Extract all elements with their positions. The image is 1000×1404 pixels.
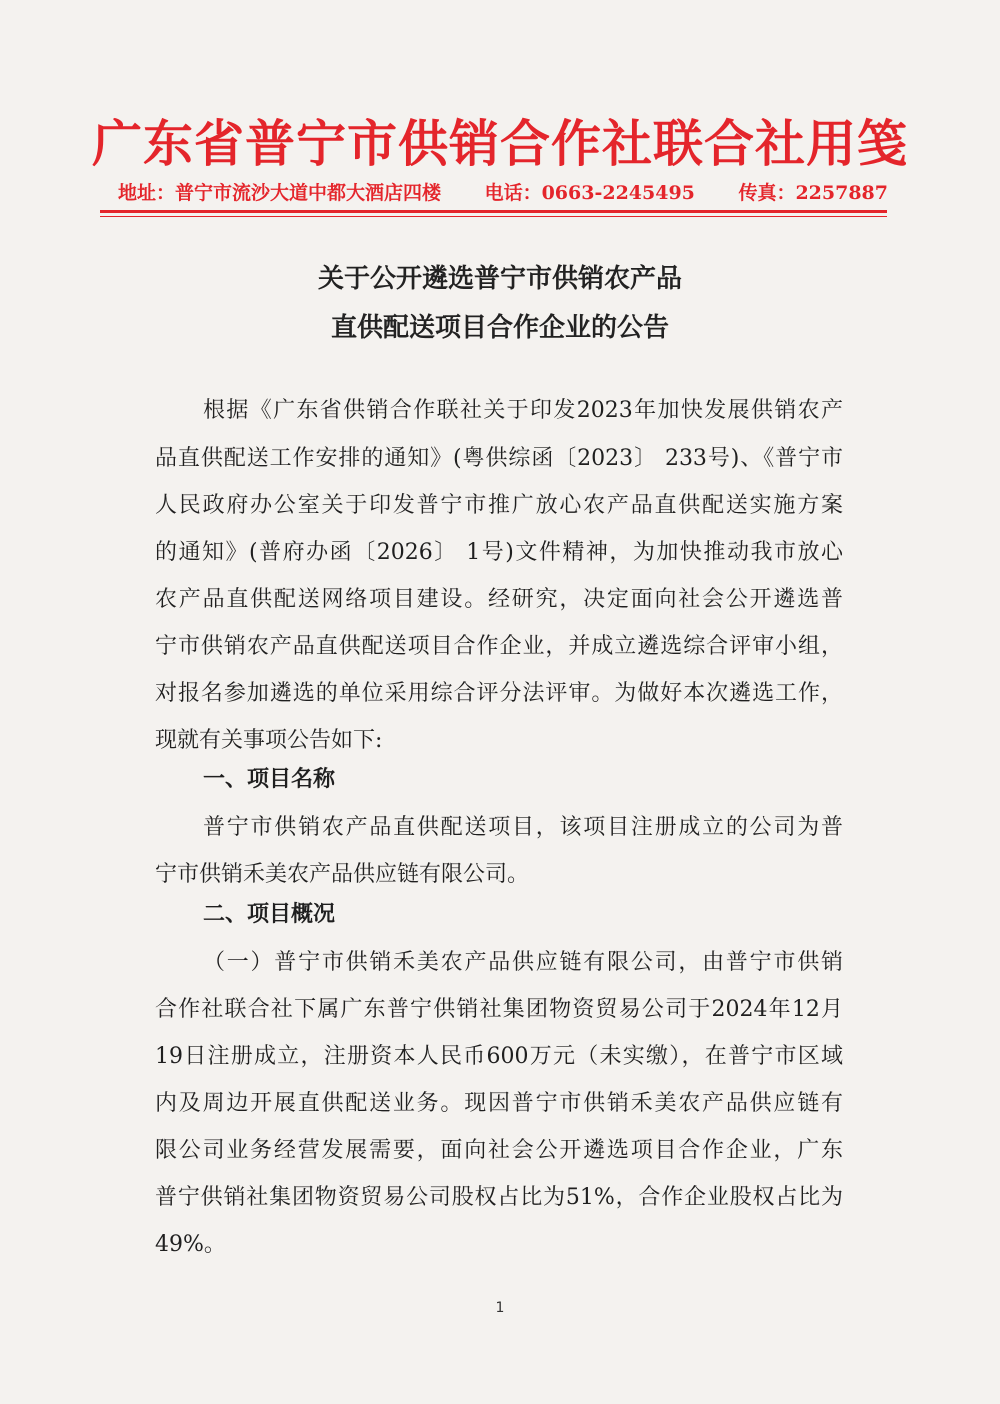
section2-line: 内及周边开展直供配送业务。现因普宁市供销禾美农产品供应链有 [155,1091,843,1116]
intro-line: 的通知》(普府办函〔2026〕 1号)文件精神，为加快推动我市放心 [155,540,843,565]
section1-line: 宁市供销禾美农产品供应链有限公司。 [155,862,530,887]
section-heading-project-name: 一、项目名称 [203,767,336,792]
intro-line: 人民政府办公室关于印发普宁市推广放心农产品直供配送实施方案 [155,493,843,518]
document-title-line-1: 关于公开遴选普宁市供销农产品 [317,264,682,294]
letterhead-title: 广东省普宁市供销合作社联合社用笺 [92,114,908,173]
letterhead-divider-thin [100,216,887,217]
intro-line: 农产品直供配送网络项目建设。经研究，决定面向社会公开遴选普 [155,587,843,612]
intro-line: 品直供配送工作安排的通知》(粤供综函〔2023〕 233号)、《普宁市 [155,446,843,471]
section2-line: 49%。 [155,1232,226,1257]
section1-line: 普宁市供销农产品直供配送项目，该项目注册成立的公司为普 [203,815,843,840]
section2-line: （一）普宁市供销禾美农产品供应链有限公司，由普宁市供销 [203,950,843,975]
letterhead-fax: 传真：2257887 [738,182,888,204]
page-number: 1 [495,1300,505,1316]
intro-line: 现就有关事项公告如下: [155,728,383,753]
intro-line: 对报名参加遴选的单位采用综合评分法评审。为做好本次遴选工作， [155,681,843,706]
section2-line: 普宁供销社集团物资贸易公司股权占比为51%，合作企业股权占比为 [155,1185,843,1210]
intro-line: 根据《广东省供销合作联社关于印发2023年加快发展供销农产 [203,398,843,423]
section2-line: 限公司业务经营发展需要，面向社会公开遴选项目合作企业，广东 [155,1138,843,1163]
section2-line: 19日注册成立，注册资本人民币600万元（未实缴），在普宁市区域 [155,1044,843,1069]
section-heading-project-overview: 二、项目概况 [203,902,336,927]
section2-line: 合作社联合社下属广东普宁供销社集团物资贸易公司于2024年12月 [155,997,843,1022]
letterhead-contact [118,178,888,205]
document-title-line-2: 直供配送项目合作企业的公告 [330,313,669,343]
letterhead-divider-thick [100,210,887,213]
intro-line: 宁市供销农产品直供配送项目合作企业，并成立遴选综合评审小组， [155,634,843,659]
letterhead-address: 地址：普宁市流沙大道中都大酒店四楼 [118,182,442,204]
letterhead-phone: 电话：0663-2245495 [484,182,695,204]
